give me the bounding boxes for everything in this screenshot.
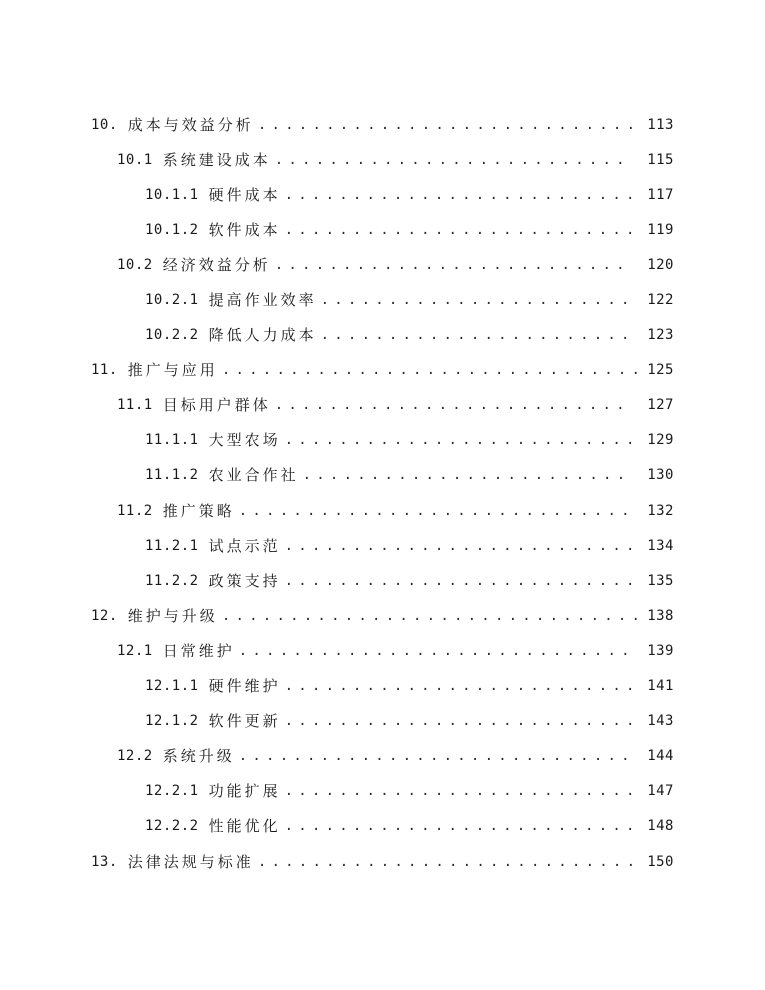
- toc-entry-number: 10.1.1: [145, 186, 199, 203]
- toc-entry-number: 12.1: [117, 642, 153, 659]
- toc-entry-number: 12.2: [117, 748, 153, 765]
- toc-entry-page: 130: [647, 467, 674, 484]
- toc-entry-title: 降低人力成本: [208, 326, 317, 345]
- toc-entry[interactable]: [0, 318, 765, 353]
- toc-entry[interactable]: [0, 669, 765, 704]
- toc-entry-number: 12.: [91, 607, 118, 624]
- toc-entry[interactable]: [0, 528, 765, 563]
- toc-entry-title: 推广与应用: [127, 361, 218, 380]
- toc-entry-page: 125: [647, 362, 674, 379]
- toc-entry-page: 134: [647, 537, 674, 554]
- toc-entry-page: 138: [647, 607, 674, 624]
- toc-dot-leader: [285, 536, 632, 556]
- toc-dot-leader: [303, 465, 632, 485]
- toc-entry-number: 11.: [91, 362, 118, 379]
- toc-entry-title: 推广策略: [162, 501, 235, 520]
- toc-entry-title: 农业合作社: [208, 466, 299, 485]
- toc-entry-title: 目标用户群体: [162, 396, 271, 415]
- toc-dot-leader: [275, 150, 632, 170]
- toc-entry-title: 性能优化: [208, 817, 281, 836]
- toc-entry-number: 10.2.1: [145, 292, 199, 309]
- toc-dot-leader: [285, 430, 632, 450]
- toc-entry[interactable]: [0, 142, 765, 177]
- toc-dot-leader: [285, 220, 632, 240]
- toc-entry[interactable]: [0, 353, 765, 388]
- toc-entry[interactable]: [0, 704, 765, 739]
- toc-entry-number: 11.1.2: [145, 467, 199, 484]
- toc-entry[interactable]: [0, 598, 765, 633]
- toc-entry-page: 119: [647, 221, 674, 238]
- toc-dot-leader: [239, 501, 632, 521]
- toc-dot-leader: [285, 571, 632, 591]
- toc-entry[interactable]: [0, 107, 765, 142]
- toc-entry[interactable]: [0, 774, 765, 809]
- toc-dot-leader: [321, 325, 632, 345]
- toc-entry[interactable]: [0, 177, 765, 212]
- toc-entry-title: 日常维护: [162, 641, 235, 660]
- toc-entry-page: 129: [647, 432, 674, 449]
- toc-dot-leader: [285, 781, 632, 801]
- toc-dot-leader: [258, 852, 640, 872]
- toc-entry-title: 政策支持: [208, 571, 281, 590]
- toc-entry[interactable]: [0, 458, 765, 493]
- toc-entry-title: 大型农场: [208, 431, 281, 450]
- toc-entry-page: 132: [647, 502, 674, 519]
- toc-entry-page: 120: [647, 256, 674, 273]
- toc-entry-title: 硬件成本: [208, 185, 281, 204]
- toc-entry-title: 维护与升级: [127, 606, 218, 625]
- toc-dot-leader: [285, 185, 632, 205]
- toc-dot-leader: [239, 641, 632, 661]
- toc-entry-number: 12.1.2: [145, 713, 199, 730]
- toc-entry[interactable]: [0, 423, 765, 458]
- toc-entry[interactable]: [0, 633, 765, 668]
- toc-entry-title: 法律法规与标准: [127, 852, 254, 871]
- toc-entry-title: 硬件维护: [208, 677, 281, 696]
- toc-entry-page: 135: [647, 572, 674, 589]
- toc-entry-page: 148: [647, 818, 674, 835]
- toc-entry[interactable]: [0, 212, 765, 247]
- toc-entry-number: 10.1.2: [145, 221, 199, 238]
- toc-entry-number: 11.1.1: [145, 432, 199, 449]
- toc-dot-leader: [285, 816, 632, 836]
- toc-dot-leader: [222, 606, 640, 626]
- toc-entry-number: 12.1.1: [145, 678, 199, 695]
- toc-entry[interactable]: [0, 247, 765, 282]
- toc-entry-title: 软件成本: [208, 220, 281, 239]
- toc-entry-page: 141: [647, 678, 674, 695]
- toc-entry[interactable]: [0, 388, 765, 423]
- toc-dot-leader: [275, 395, 632, 415]
- table-of-contents: [0, 107, 765, 879]
- toc-entry-title: 经济效益分析: [162, 255, 271, 274]
- toc-entry-page: 144: [647, 748, 674, 765]
- toc-entry-number: 11.1: [117, 397, 153, 414]
- toc-dot-leader: [285, 711, 632, 731]
- toc-dot-leader: [285, 676, 632, 696]
- toc-entry[interactable]: [0, 844, 765, 879]
- toc-dot-leader: [222, 360, 640, 380]
- toc-entry-number: 13.: [91, 853, 118, 870]
- toc-entry-number: 10.: [91, 116, 118, 133]
- toc-entry-title: 试点示范: [208, 536, 281, 555]
- toc-entry-number: 12.2.2: [145, 818, 199, 835]
- toc-entry-page: 117: [647, 186, 674, 203]
- toc-entry-page: 127: [647, 397, 674, 414]
- toc-entry-number: 10.2: [117, 256, 153, 273]
- toc-entry-title: 成本与效益分析: [127, 115, 254, 134]
- toc-entry-title: 系统建设成本: [162, 150, 271, 169]
- toc-entry-number: 10.2.2: [145, 327, 199, 344]
- toc-dot-leader: [258, 115, 640, 135]
- toc-dot-leader: [321, 290, 632, 310]
- toc-entry-number: 11.2.2: [145, 572, 199, 589]
- toc-dot-leader: [239, 746, 632, 766]
- toc-entry-title: 软件更新: [208, 712, 281, 731]
- toc-entry-page: 150: [647, 853, 674, 870]
- toc-entry[interactable]: [0, 563, 765, 598]
- toc-entry-page: 143: [647, 713, 674, 730]
- toc-entry-title: 系统升级: [162, 747, 235, 766]
- toc-entry-title: 提高作业效率: [208, 291, 317, 310]
- toc-entry[interactable]: [0, 282, 765, 317]
- toc-entry-page: 113: [647, 116, 674, 133]
- toc-entry[interactable]: [0, 809, 765, 844]
- toc-dot-leader: [275, 255, 632, 275]
- toc-entry-number: 12.2.1: [145, 783, 199, 800]
- toc-entry-page: 139: [647, 642, 674, 659]
- toc-entry-page: 123: [647, 327, 674, 344]
- toc-entry-page: 115: [647, 151, 674, 168]
- toc-entry-number: 10.1: [117, 151, 153, 168]
- toc-entry[interactable]: [0, 739, 765, 774]
- toc-entry-number: 11.2.1: [145, 537, 199, 554]
- toc-entry[interactable]: [0, 493, 765, 528]
- toc-entry-title: 功能扩展: [208, 782, 281, 801]
- toc-entry-page: 122: [647, 292, 674, 309]
- toc-entry-page: 147: [647, 783, 674, 800]
- toc-entry-number: 11.2: [117, 502, 153, 519]
